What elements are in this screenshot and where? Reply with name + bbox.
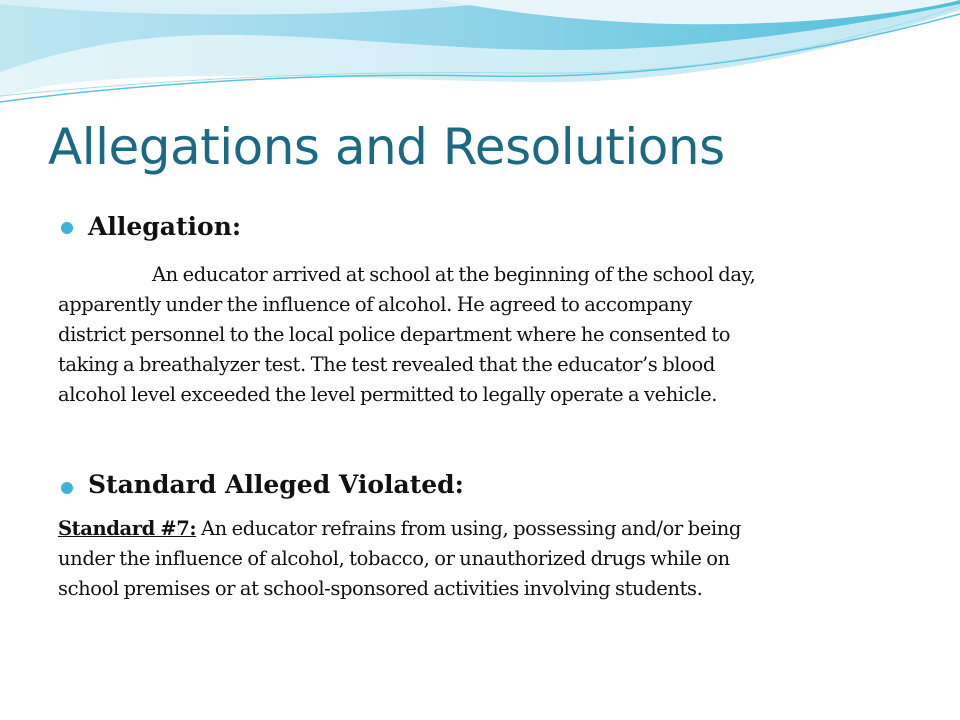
- allegation-line: alcohol level exceeded the level permitted to legally operate a vehicle.: [58, 383, 718, 406]
- allegation-line: taking a breathalyzer test. The test revealed that the educator’s blood: [58, 353, 715, 376]
- allegation-text: [58, 260, 918, 410]
- standard-text: [58, 514, 918, 604]
- bullet-icon: [61, 222, 73, 234]
- bullet-icon: [61, 482, 73, 494]
- allegation-line: apparently under the influence of alcohol. He agreed to accompany: [58, 293, 692, 316]
- standard-label: Standard #7:: [58, 517, 197, 540]
- slide-title: Allegations and Resolutions: [48, 118, 725, 176]
- standard-heading: Standard Alleged Violated:: [88, 470, 464, 499]
- allegation-line: district personnel to the local police department where he consented to: [58, 323, 731, 346]
- standard-line: under the influence of alcohol, tobacco, or unauthorized drugs while on: [58, 547, 730, 570]
- standard-line: An educator refrains from using, possessing and/or being: [196, 517, 741, 540]
- header-wave-decoration: [0, 0, 960, 110]
- allegation-heading: Allegation:: [88, 212, 242, 241]
- allegation-line: An educator arrived at school at the beginning of the school day,: [152, 263, 756, 286]
- standard-line: school premises or at school-sponsored activities involving students.: [58, 577, 703, 600]
- standard-first-line: [58, 514, 918, 544]
